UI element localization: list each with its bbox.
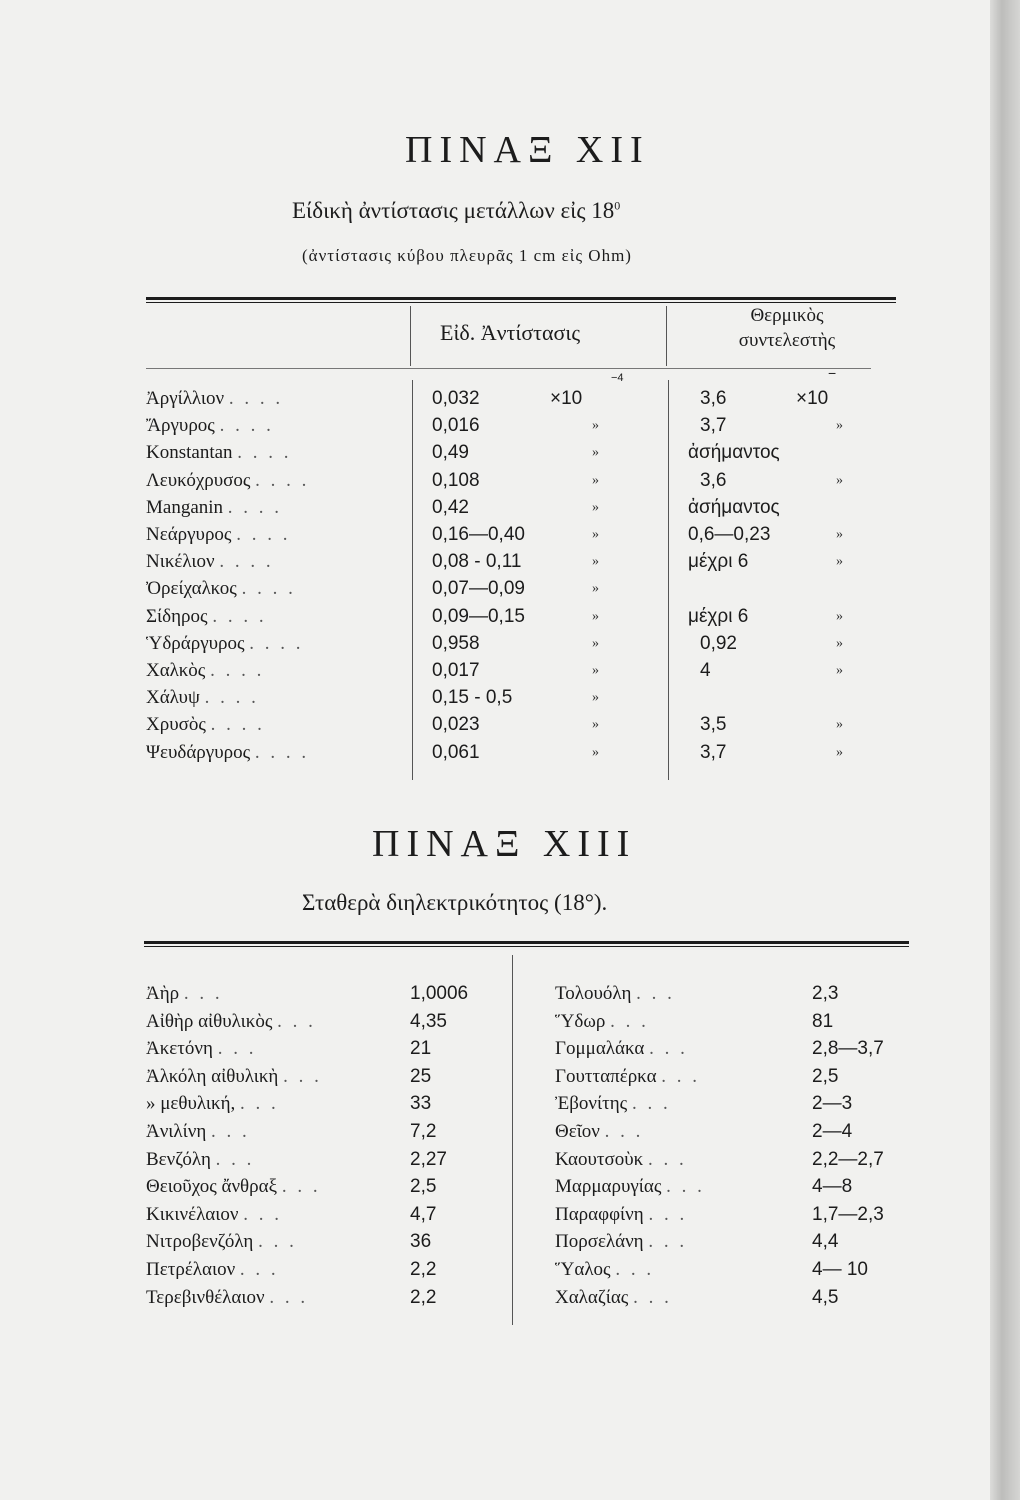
table13-right-value: 4— 10 <box>812 1259 868 1280</box>
table12-row-coefficient: μέχρι 6 <box>688 551 749 573</box>
table12-subtitle: Είδικὴ ἀντίστασις μετάλλων εἰς $18^0$ <box>292 198 621 223</box>
table12-ditto-resistance: » <box>592 445 599 461</box>
table13-title: ΠΙΝΑΞ ΧΙΙΙ <box>372 823 637 865</box>
table12-row-name: Χάλυψ . . . . <box>146 687 259 709</box>
table12-row-name: Ψευδάργυρος . . . . <box>146 741 310 763</box>
table12-row-resistance: 0,08 - 0,11 <box>432 551 522 573</box>
table12-exp-thermal: − <box>828 365 837 381</box>
table13-right-value: 1,7—2,3 <box>812 1203 884 1225</box>
table12-row-name: Λευκόχρυσος . . . . <box>146 469 310 491</box>
table12-row-coefficient: 0,92 <box>700 632 737 654</box>
table13-left-name: » μεθυλική, . . . <box>146 1093 279 1115</box>
table12-ditto-thermal: » <box>836 472 843 488</box>
table13-right-name: Τολουόλη . . . <box>555 983 675 1004</box>
table12-vline-1 <box>412 380 413 780</box>
table12-row-coefficient: 0,6—0,23 <box>688 524 771 545</box>
table12-col-resistance: Εἰδ. Ἀντίστασις <box>440 320 581 345</box>
table12-ditto-thermal: » <box>836 527 843 542</box>
table12-ditto-thermal: » <box>836 418 843 434</box>
table13-left-name: Ἀλκόλη αἰθυλικὴ . . . <box>146 1065 322 1087</box>
table12-header-rule <box>146 368 871 369</box>
table13-left-value: 4,35 <box>410 1010 447 1032</box>
table12-row-resistance: 0,15 - 0,5 <box>432 687 513 709</box>
table12-ditto-resistance: » <box>592 527 599 542</box>
table12-vline-2 <box>668 380 669 780</box>
table12-row-resistance: 0,16—0,40 <box>432 524 525 545</box>
table12-row-name: Konstantan . . . . <box>146 442 292 464</box>
table13-right-name: Γομμαλάκα . . . <box>555 1038 688 1060</box>
table12-row-coefficient: ἀσήμαντος <box>688 442 780 464</box>
table12-row-resistance: 0,958 <box>432 632 480 654</box>
table13-right-name: Ὕδωρ . . . <box>555 1010 649 1032</box>
table12-row-name: Ἄργυρος . . . . <box>146 415 274 437</box>
table13-left-name: Βενζόλη . . . <box>146 1148 255 1170</box>
table12-row-resistance: 0,017 <box>432 660 480 681</box>
table13-left-name: Αἰθὴρ αἰθυλικὸς . . . <box>146 1010 316 1032</box>
table12-ditto-thermal: » <box>836 608 843 624</box>
table13-left-name: Ἀνιλίνη . . . <box>146 1121 250 1142</box>
table13-left-name: Νιτροβενζόλη . . . <box>146 1231 297 1253</box>
table13-right-name: Γουτταπέρκα . . . <box>555 1065 701 1087</box>
table12-ditto-resistance: » <box>592 663 599 678</box>
table12-row-name: Χρυσὸς . . . . <box>146 714 265 736</box>
table12-row-coefficient: 3,7 <box>700 415 727 437</box>
table12-row-coefficient: 3,6 <box>700 469 727 491</box>
table12-row-name: Σίδηρος . . . . <box>146 605 267 627</box>
table12-ditto-resistance: » <box>592 635 599 651</box>
table12-row-coefficient: 3,6 <box>700 388 727 409</box>
table13-right-value: 81 <box>812 1010 834 1032</box>
table13-right-name: Μαρμαρυγίας . . . <box>555 1176 705 1198</box>
table13-left-value: 4,7 <box>410 1203 437 1225</box>
table12-ditto-resistance: » <box>592 717 599 733</box>
table12-ditto-resistance: » <box>592 744 599 760</box>
table12-row-coefficient: 3,5 <box>700 714 727 736</box>
table13-right-value: 2—3 <box>812 1093 853 1115</box>
table12-row-name: Ὑδράργυρος . . . . <box>146 632 304 654</box>
table12-row-coefficient: 3,7 <box>700 741 727 763</box>
table13-vline <box>512 955 513 1325</box>
table12-ditto-thermal: » <box>836 744 843 760</box>
table12-ditto-resistance: » <box>592 499 599 515</box>
table12-ditto-thermal: » <box>836 635 843 651</box>
table12-ditto-resistance: » <box>592 581 599 597</box>
table13-left-value: 2,5 <box>410 1176 437 1198</box>
table12-row-coefficient: μέχρι 6 <box>688 605 749 627</box>
table12-row-name: Manganin . . . . <box>146 496 283 518</box>
table12-row-resistance: 0,023 <box>432 714 480 736</box>
table13-left-value: 2,2 <box>410 1286 437 1308</box>
table13-left-name: Κικινέλαιον . . . <box>146 1203 282 1225</box>
table12-row-resistance: 0,07—0,09 <box>432 578 525 600</box>
table12-ditto-resistance: » <box>592 418 599 434</box>
table12-ditto-thermal: » <box>836 554 843 570</box>
table12-exp-resistance: −4 <box>611 372 624 384</box>
table13-left-value: 2,27 <box>410 1148 447 1170</box>
table12-times10-resistance: ×10 <box>550 388 583 409</box>
table13-left-value: 2,2 <box>410 1259 437 1280</box>
table13-right-value: 2,3 <box>812 983 839 1004</box>
table12-ditto-resistance: » <box>592 554 599 570</box>
table12-title: ΠΙΝΑΞ ΧΙΙ <box>405 129 650 171</box>
table12-times10-thermal: ×10 <box>796 388 829 409</box>
table12-vline-header-1 <box>410 306 411 366</box>
table12-vline-header-2 <box>666 306 667 366</box>
table13-left-name: Ἀὴρ . . . <box>146 983 223 1004</box>
table12-col-thermal-2: συντελεστὴς <box>738 330 836 351</box>
table12-top-rule <box>146 297 896 300</box>
table13-right-name: Θεῖον . . . <box>555 1121 644 1142</box>
table12-top-rule-thin <box>146 302 896 303</box>
table13-left-name: Θειοῦχος ἄνθραξ . . . <box>146 1176 321 1198</box>
table13-right-name: Ὕαλος . . . <box>555 1259 655 1280</box>
table12-row-resistance: 0,108 <box>432 469 480 491</box>
table12-ditto-resistance: » <box>592 472 599 488</box>
table12-row-resistance: 0,09—0,15 <box>432 605 525 627</box>
table12-row-name: Ὀρείχαλκος . . . . <box>146 578 296 600</box>
table13-subtitle: Σταθερὰ διηλεκτρικότητος (18°). <box>302 890 608 915</box>
table12-row-resistance: 0,016 <box>432 415 480 437</box>
table12-row-coefficient: 4 <box>700 660 711 681</box>
table13-left-name: Ἀκετόνη . . . <box>146 1038 257 1060</box>
table13-left-name: Τερεβινθέλαιον . . . <box>146 1286 309 1308</box>
table13-left-value: 7,2 <box>410 1121 437 1142</box>
table12-ditto-thermal: » <box>836 663 843 678</box>
table13-left-value: 1,0006 <box>410 983 469 1004</box>
table12-row-name: Ἀργίλλιον . . . . <box>146 388 284 409</box>
table12-row-resistance: 0,061 <box>432 741 480 763</box>
table13-left-value: 25 <box>410 1065 432 1087</box>
table12-row-name: Νεάργυρος . . . . <box>146 524 291 545</box>
table12-row-name: Χαλκὸς . . . . <box>146 660 265 681</box>
table13-top-rule-thin <box>144 946 909 947</box>
table12-ditto-resistance: » <box>592 690 599 706</box>
table13-right-value: 2,8—3,7 <box>812 1038 884 1060</box>
table12-row-name: Νικέλιον . . . . <box>146 551 274 573</box>
table13-left-value: 21 <box>410 1038 432 1060</box>
table13-right-value: 4,4 <box>812 1231 839 1253</box>
table13-right-name: Καουτσοὺκ . . . <box>555 1148 687 1170</box>
table13-right-value: 2,2—2,7 <box>812 1148 884 1170</box>
table13-right-value: 4,5 <box>812 1286 839 1308</box>
table13-right-name: Παραφφίνη . . . <box>555 1203 688 1225</box>
table12-ditto-thermal: » <box>836 717 843 733</box>
table13-right-value: 2—4 <box>812 1121 853 1142</box>
table12-ditto-resistance: » <box>592 608 599 624</box>
table13-right-name: Πορσελάνη . . . <box>555 1231 688 1253</box>
table13-right-value: 2,5 <box>812 1065 839 1087</box>
table12-row-resistance: 0,032 <box>432 388 480 409</box>
table13-left-value: 33 <box>410 1093 432 1115</box>
table12-row-resistance: 0,42 <box>432 496 469 518</box>
table13-right-name: Ἐβονίτης . . . <box>555 1093 671 1115</box>
table12-col-thermal-1: Θερμικὸς <box>750 305 824 326</box>
table12-row-resistance: 0,49 <box>432 442 469 464</box>
table13-left-value: 36 <box>410 1231 432 1253</box>
table13-right-name: Χαλαζίας . . . <box>555 1286 672 1308</box>
table13-top-rule <box>144 941 909 944</box>
table12-row-coefficient: ἀσήμαντος <box>688 496 780 518</box>
table13-left-name: Πετρέλαιον . . . <box>146 1259 279 1280</box>
page-edge-shadow <box>990 0 1020 1500</box>
table12-note: (ἀντίστασις κύβου πλευρᾶς 1 cm εἰς Ohm) <box>302 246 632 265</box>
table13-right-value: 4—8 <box>812 1176 853 1198</box>
